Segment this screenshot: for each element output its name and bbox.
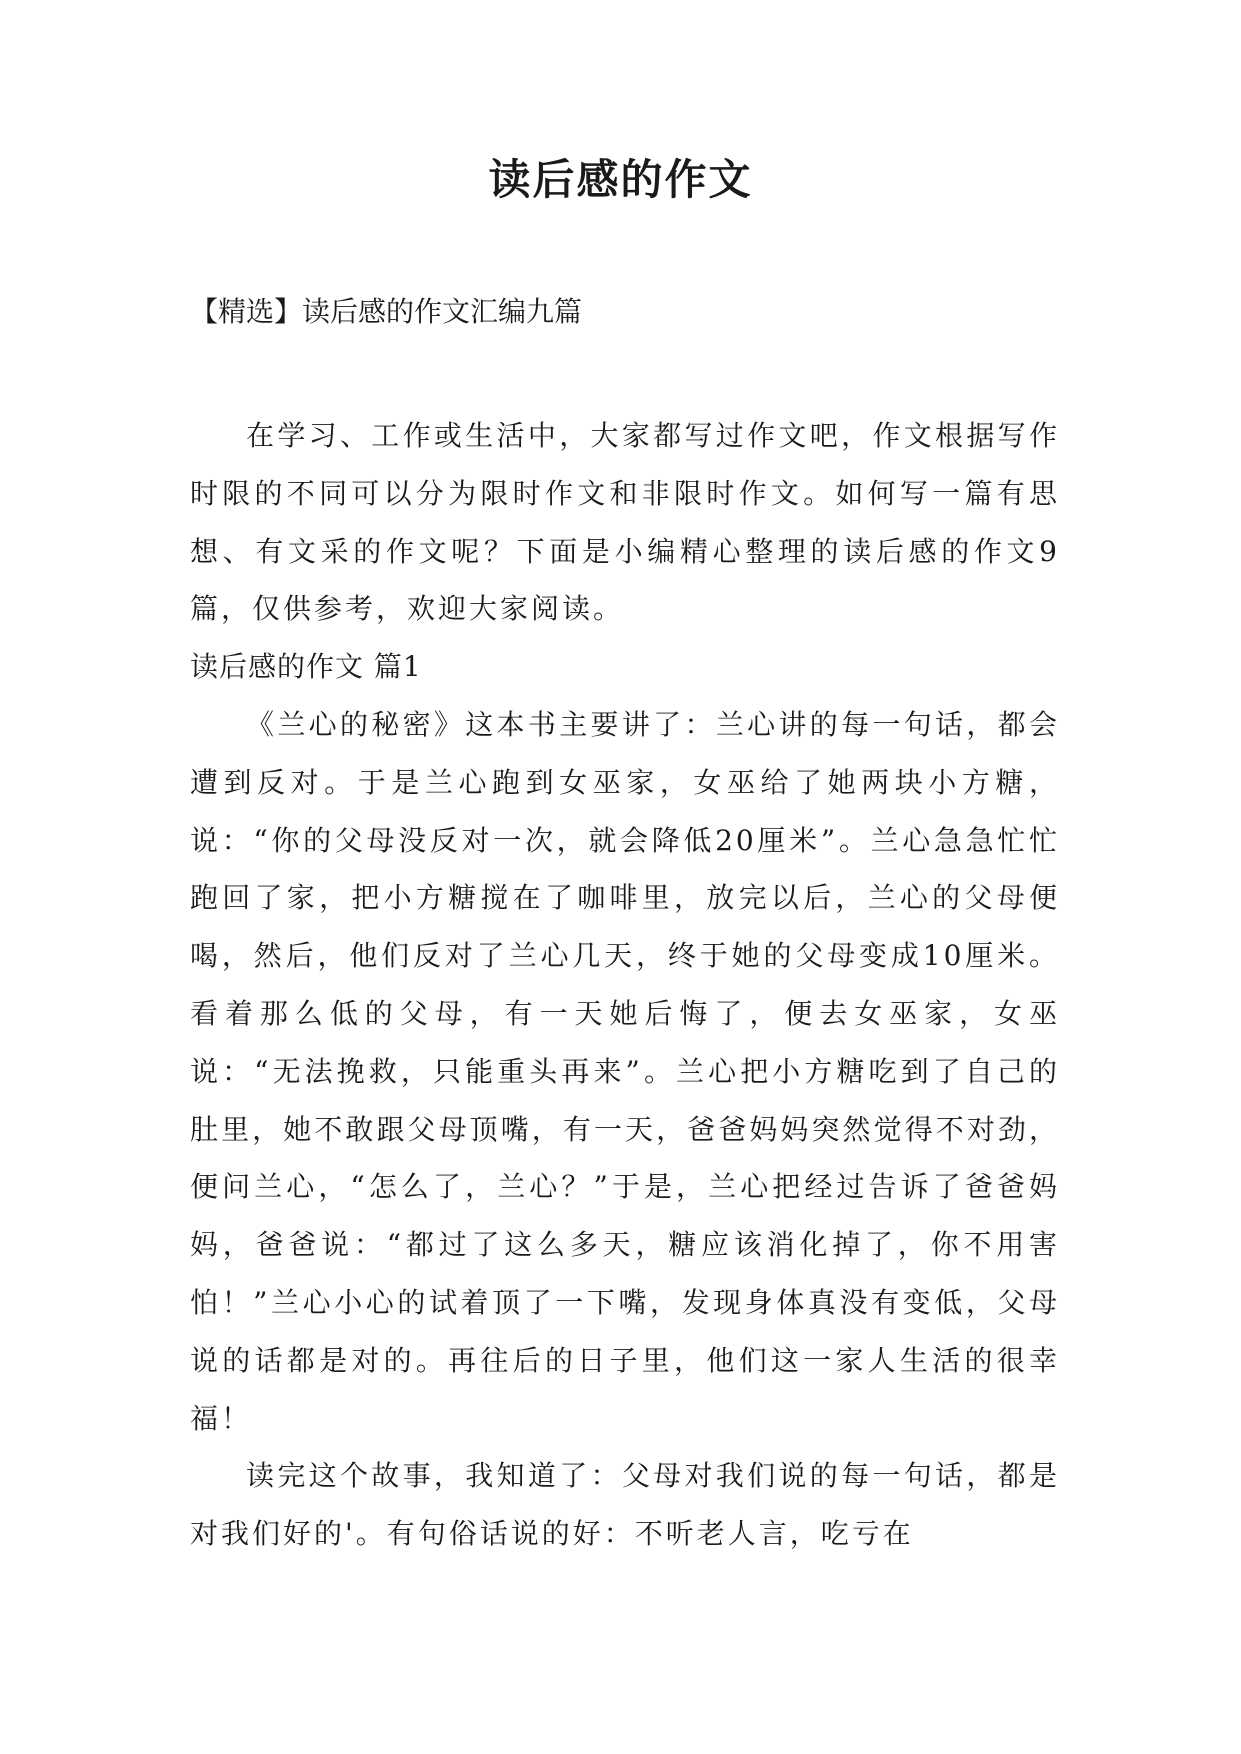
intro-paragraph: 在学习、工作或生活中，大家都写过作文吧，作文根据写作时限的不同可以分为限时作文和非限时作文。如何写一篇有思想、有文采的作文呢？下面是小编精心整理的读后感的作文9篇，仅供参考，欢迎大家阅读。 [190,419,1060,626]
story-paragraph: 《兰心的秘密》这本书主要讲了：兰心讲的每一句话，都会遭到反对。于是兰心跑到女巫家，女巫给了她两块小方糖，说：“你的父母没反对一次，就会降低20厘米”。兰心急急忙忙跑回了家，把小方糖搅在了咖啡里，放完以后，兰心的父母便喝，然后，他们反对了兰心几天，终于她的父母变成10厘米。看着那么低的父母，有一天她后悔了，便去女巫家，女巫说：“无法挽救，只能重头再来”。兰心把小方糖吃到了自己的肚里，她不敢跟父母顶嘴，有一天，爸爸妈妈突然觉得不对劲，便问兰心，“怎么了，兰心？”于是，兰心把经过告诉了爸爸妈妈，爸爸说：“都过了这么多天，糖应该消化掉了，你不用害怕！”兰心小心的试着顶了一下嘴，发现身体真没有变低，父母说的话都是对的。再往后的日子里，他们这一家人生活的很幸福！ [190,707,1060,1435]
section-heading: 读后感的作文 篇1 [190,650,422,684]
document-body [190,407,1060,1563]
document-subtitle: 【精选】读后感的作文汇编九篇 [190,295,583,328]
reflection-paragraph: 读完这个故事，我知道了：父母对我们说的每一句话，都是对我们好的'。有句俗话说的好：不听老人言，吃亏在 [190,1459,1060,1551]
document-title: 读后感的作文 [488,155,753,204]
